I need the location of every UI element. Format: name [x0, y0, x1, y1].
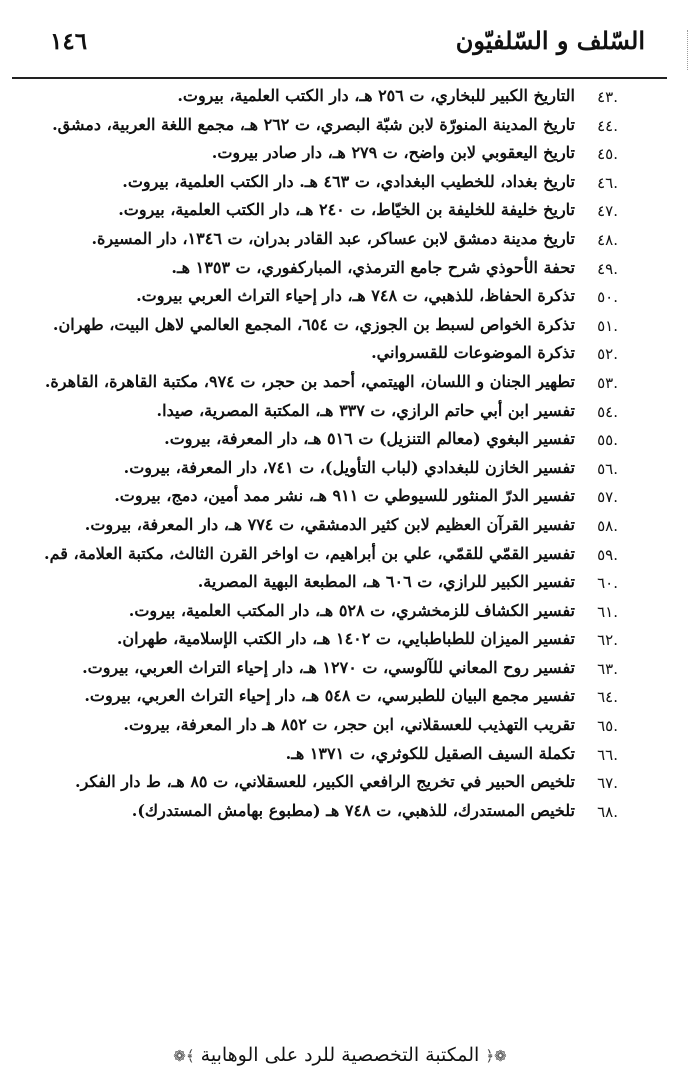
- bibliography-entry: [0, 658, 700, 687]
- bibliography-entry: [0, 458, 700, 487]
- entry-number: .٥٩: [597, 545, 618, 564]
- footer-ornament-text: [0, 1044, 680, 1066]
- entry-number: .٥٦: [597, 459, 618, 478]
- bibliography-entry: [0, 86, 700, 115]
- bibliography-entry: [0, 315, 700, 344]
- bibliography-entry: [0, 801, 700, 830]
- entry-number: .٥٧: [597, 488, 618, 507]
- footer-text: المكتبة التخصصية للرد على الوهابية: [200, 1044, 480, 1066]
- bibliography-entry: [0, 686, 700, 715]
- entry-text: تفسير الدرّ المنثور للسيوطي ت ٩١١ هـ، نشر ممد أمين، دمج، بيروت.: [114, 486, 575, 506]
- entry-number: .٤٤: [597, 116, 618, 135]
- entry-text: تكملة السيف الصقيل للكوثري، ت ١٣٧١ هـ.: [285, 743, 575, 763]
- entry-number: .٤٦: [597, 173, 618, 192]
- bibliography-entry: [0, 372, 700, 401]
- running-title: السّلف و السّلفيّون: [455, 26, 645, 55]
- bibliography-entry: [0, 429, 700, 458]
- entry-number: .٦٠: [597, 574, 618, 593]
- entry-text: تفسير القمّي للقمّي، علي بن أبراهيم، ت اواخر القرن الثالث، مكتبة العلامة، قم.: [44, 543, 575, 563]
- entry-text: تفسير روح المعاني للآلوسي، ت ١٢٧٠ هـ، دار إحياء التراث العربي، بيروت.: [82, 657, 575, 677]
- entry-number: .٤٥: [597, 145, 618, 164]
- entry-text: تحفة الأحوذي شرح جامع الترمذي، المباركفوري، ت ١٣٥٣ هـ.: [171, 257, 575, 277]
- bibliography-entry: [0, 601, 700, 630]
- entry-number: .٦٧: [597, 774, 618, 793]
- entry-text: تاريخ خليفة للخليفة بن الخيّاط، ت ٢٤٠ هـ، دار الكتب العلمية، بيروت.: [118, 200, 575, 220]
- bibliography-entry: [0, 200, 700, 229]
- entry-text: تفسير الكشاف للزمخشري، ت ٥٢٨ هـ، دار المكتب العلمية، بيروت.: [128, 600, 575, 620]
- entry-text: تلخيص الحبير في تخريج الرافعي الكبير، للعسقلاني، ت ٨٥ هـ، ط دار الفكر.: [75, 772, 575, 792]
- entry-text: تاريخ بغداد، للخطيب البغدادي، ت ٤٦٣ هـ. دار الكتب العلمية، بيروت.: [122, 171, 575, 191]
- entry-text: تفسير الخازن للبغدادي (لباب التأويل)، ت ٧٤١، دار المعرفة، بيروت.: [123, 457, 575, 477]
- bibliography-entry: [0, 544, 700, 573]
- entry-number: .٤٧: [597, 202, 618, 221]
- entry-text: تذكرة الخواص لسبط بن الجوزي، ت ٦٥٤، المجمع العالمي لاهل البيت، طهران.: [52, 314, 575, 334]
- entry-text: تقريب التهذيب للعسقلاني، ابن حجر، ت ٨٥٢ هـ دار المعرفة، بيروت.: [123, 715, 575, 735]
- entry-text: تطهير الجنان و اللسان، الهيتمي، أحمد بن حجر، ت ٩٧٤، مكتبة القاهرة، القاهرة.: [44, 371, 575, 391]
- entry-number: .٥٢: [597, 345, 618, 364]
- entry-text: تذكرة الحفاظ، للذهبي، ت ٧٤٨ هـ، دار إحياء التراث العربي بيروت.: [136, 286, 575, 306]
- entry-number: .٦٨: [597, 802, 618, 821]
- bibliography-entry: [0, 229, 700, 258]
- entry-text: تلخيص المستدرك، للذهبي، ت ٧٤٨ هـ (مطبوع بهامش المستدرك).: [131, 800, 575, 820]
- entry-number: .٤٣: [597, 88, 618, 106]
- entry-number: .٦٣: [597, 659, 618, 678]
- entry-text: التاريخ الكبير للبخاري، ت ٢٥٦ هـ، دار الكتب العلمية، بيروت.: [177, 86, 575, 105]
- entry-number: .٦٤: [597, 688, 618, 707]
- entry-text: تفسير ابن أبي حاتم الرازي، ت ٣٣٧ هـ، المكتبة المصرية، صيدا.: [156, 400, 575, 420]
- entry-number: .٤٨: [597, 230, 618, 249]
- entry-number: .٥٨: [597, 516, 618, 535]
- entry-text: تفسير الميزان للطباطبايي، ت ١٤٠٢ هـ، دار الكتب الإسلامية، طهران.: [116, 629, 575, 649]
- ornament-icon: ﴾❁: [173, 1047, 195, 1065]
- bibliography-entry: [0, 286, 700, 315]
- entry-text: تفسير القرآن العظيم لابن كثير الدمشقي، ت ٧٧٤ هـ، دار المعرفة، بيروت.: [84, 514, 575, 534]
- entry-text: تفسير الكبير للرازي، ت ٦٠٦ هـ، المطبعة البهية المصرية.: [197, 572, 575, 592]
- entry-number: .٥٤: [597, 402, 618, 421]
- bibliography-entry: [0, 515, 700, 544]
- entry-number: .٤٩: [597, 259, 618, 278]
- bibliography-entry: [0, 572, 700, 601]
- bibliography-entry: [0, 401, 700, 430]
- entry-text: تاريخ اليعقوبي لابن واضح، ت ٢٧٩ هـ، دار صادر بيروت.: [211, 143, 575, 163]
- entry-number: .٥٠: [597, 288, 618, 307]
- entry-text: تفسير مجمع البيان للطبرسي، ت ٥٤٨ هـ، دار إحياء التراث العربي، بيروت.: [84, 686, 575, 706]
- entry-text: تذكرة الموضوعات للقسرواني.: [371, 343, 575, 363]
- entry-number: .٦١: [597, 602, 618, 621]
- entry-number: .٥١: [597, 316, 618, 335]
- entry-number: .٦٥: [597, 717, 618, 736]
- bibliography-entry: [0, 143, 700, 172]
- bibliography-entry: [0, 744, 700, 773]
- page-number: ١٤٦: [50, 28, 88, 55]
- bibliography-entry: [0, 486, 700, 515]
- bibliography-entry: [0, 115, 700, 144]
- bibliography-entry: [0, 172, 700, 201]
- entry-text: تفسير البغوي (معالم التنزيل) ت ٥١٦ هـ، دار المعرفة، بيروت.: [164, 429, 575, 449]
- margin-mark: [687, 30, 692, 70]
- bibliography-list: [0, 86, 700, 829]
- entry-number: .٥٣: [597, 373, 618, 392]
- bibliography-entry: [0, 715, 700, 744]
- entry-number: .٦٢: [597, 631, 618, 650]
- ornament-icon: ❁﴿: [485, 1047, 507, 1065]
- bibliography-entry: [0, 629, 700, 658]
- entry-number: .٦٦: [597, 745, 618, 764]
- bibliography-entry: [0, 343, 700, 372]
- bibliography-entry: [0, 258, 700, 287]
- bibliography-entry: [0, 772, 700, 801]
- entry-number: .٥٥: [597, 431, 618, 450]
- entry-text: تاريخ مدينة دمشق لابن عساكر، عبد القادر بدران، ت ١٣٤٦، دار المسيرة.: [91, 228, 575, 248]
- header-rule: [12, 77, 667, 79]
- entry-text: تاريخ المدينة المنورّة لابن شبّة البصري، ت ٢٦٢ هـ، مجمع اللغة العربية، دمشق.: [52, 114, 575, 134]
